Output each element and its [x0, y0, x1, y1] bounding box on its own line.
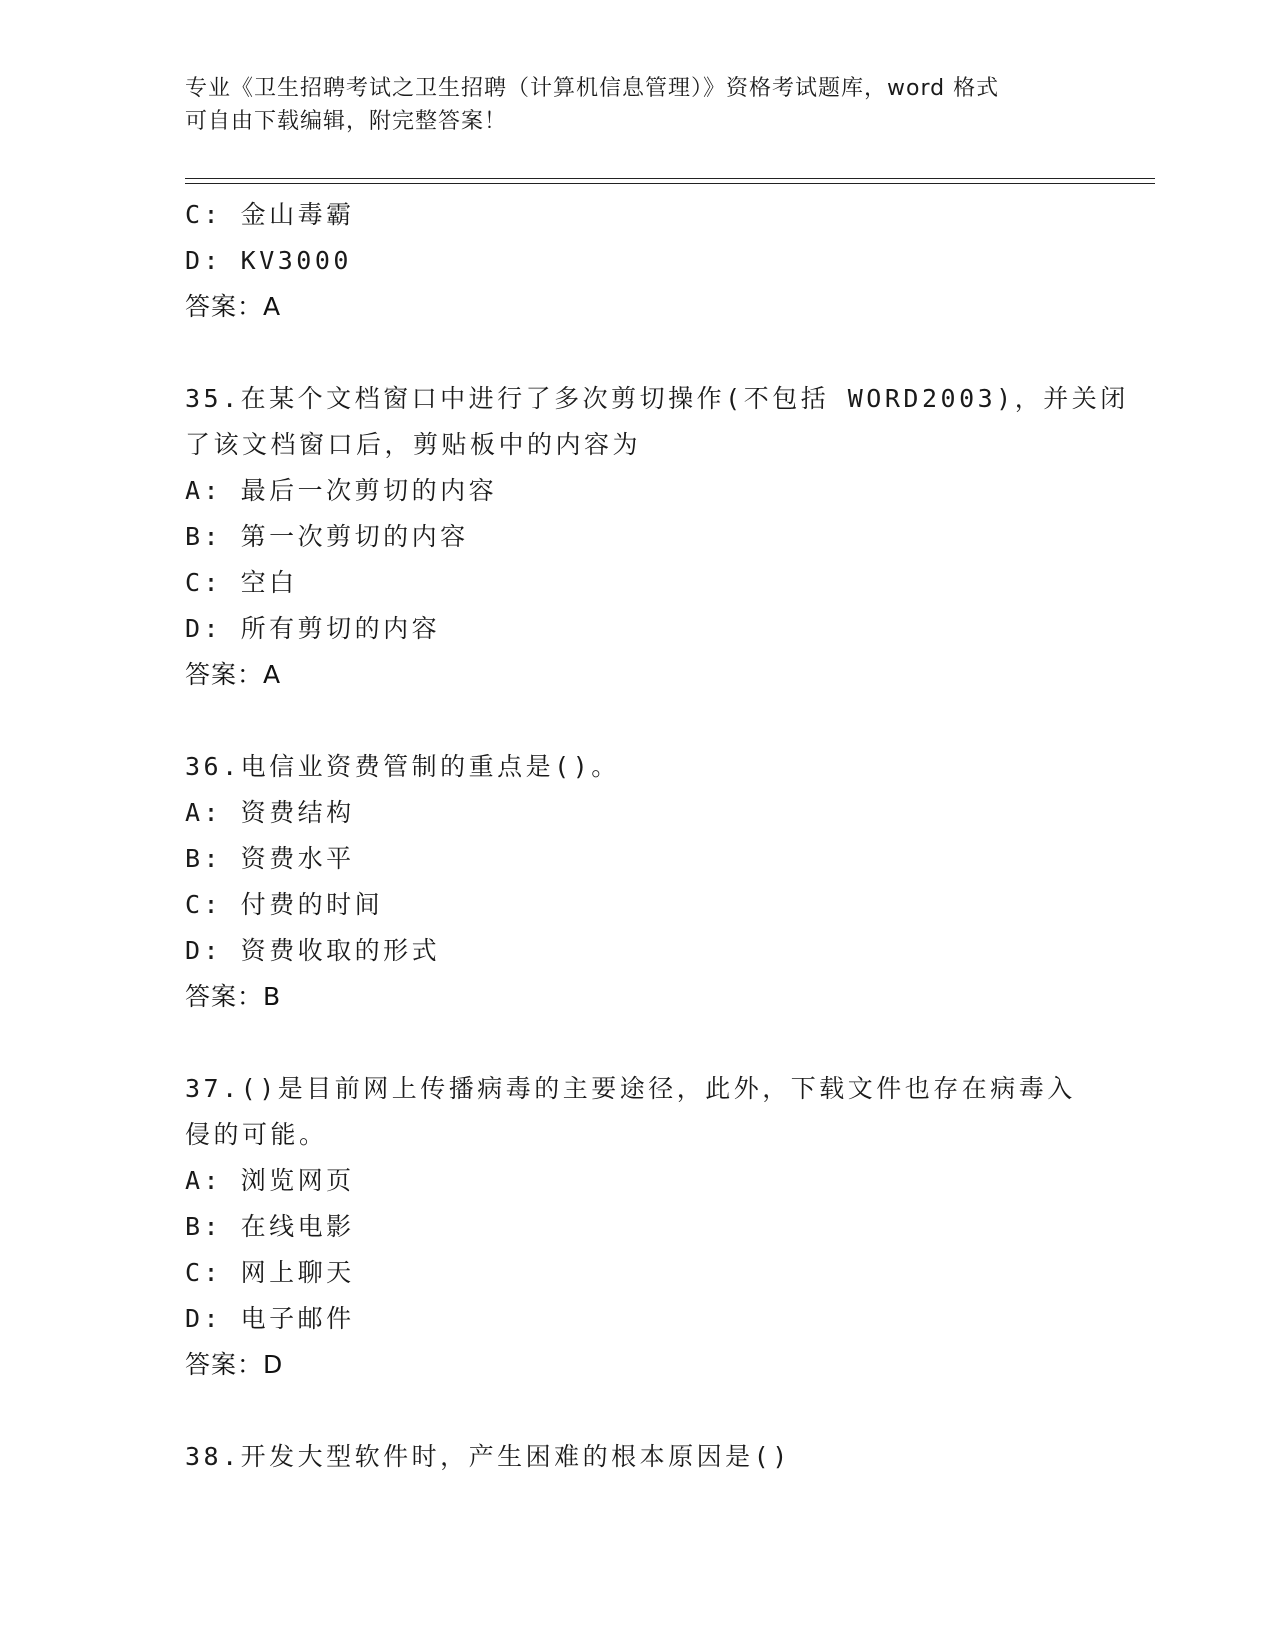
option-b: B: 第一次剪切的内容 [185, 522, 469, 551]
spacer [185, 1388, 1085, 1434]
option-d: D: 所有剪切的内容 [185, 614, 441, 643]
answer-line: 答案：D [185, 1350, 284, 1379]
option-a: A: 浏览网页 [185, 1166, 355, 1195]
option-b: B: 在线电影 [185, 1212, 355, 1241]
option-d: D: 资费收取的形式 [185, 936, 441, 965]
answer-line: 答案：A [185, 660, 282, 689]
header-line-2: 可自由下载编辑，附完整答案！ [185, 109, 508, 134]
option-c: C: 付费的时间 [185, 890, 384, 919]
spacer [185, 330, 1085, 376]
option-c: C: 金山毒霸 [185, 200, 355, 229]
question-block-34 [185, 192, 1085, 330]
question-block-38 [185, 1434, 1085, 1480]
header-divider-top [185, 178, 1155, 179]
header-divider-bottom [185, 183, 1155, 184]
spacer [185, 698, 1085, 744]
question-stem: 36.电信业资费管制的重点是()。 [185, 752, 620, 781]
option-b: B: 资费水平 [185, 844, 355, 873]
question-block-35 [185, 376, 1129, 698]
spacer [185, 1020, 1085, 1066]
question-block-36 [185, 744, 1085, 1020]
option-c: C: 网上聊天 [185, 1258, 355, 1287]
answer-line: 答案：A [185, 292, 282, 321]
option-a: A: 最后一次剪切的内容 [185, 476, 498, 505]
option-d: D: 电子邮件 [185, 1304, 355, 1333]
question-stem: 35.在某个文档窗口中进行了多次剪切操作(不包括 WORD2003)，并关闭 [185, 384, 1129, 413]
question-stem: 37.()是目前网上传播病毒的主要途径，此外，下载文件也存在病毒入 [185, 1074, 1076, 1103]
option-d: D: KV3000 [185, 246, 352, 275]
document-header [185, 72, 1085, 138]
option-c: C: 空白 [185, 568, 298, 597]
question-stem-cont: 了该文档窗口后，剪贴板中的内容为 [185, 430, 642, 459]
question-block-37 [185, 1066, 1085, 1388]
answer-line: 答案：B [185, 982, 282, 1011]
question-stem: 38.开发大型软件时，产生困难的根本原因是() [185, 1442, 791, 1471]
question-stem-cont: 侵的可能。 [185, 1120, 328, 1149]
question-list [185, 192, 1129, 1480]
header-line-1: 专业《卫生招聘考试之卫生招聘（计算机信息管理）》资格考试题库，word 格式 [185, 76, 1000, 101]
option-a: A: 资费结构 [185, 798, 355, 827]
